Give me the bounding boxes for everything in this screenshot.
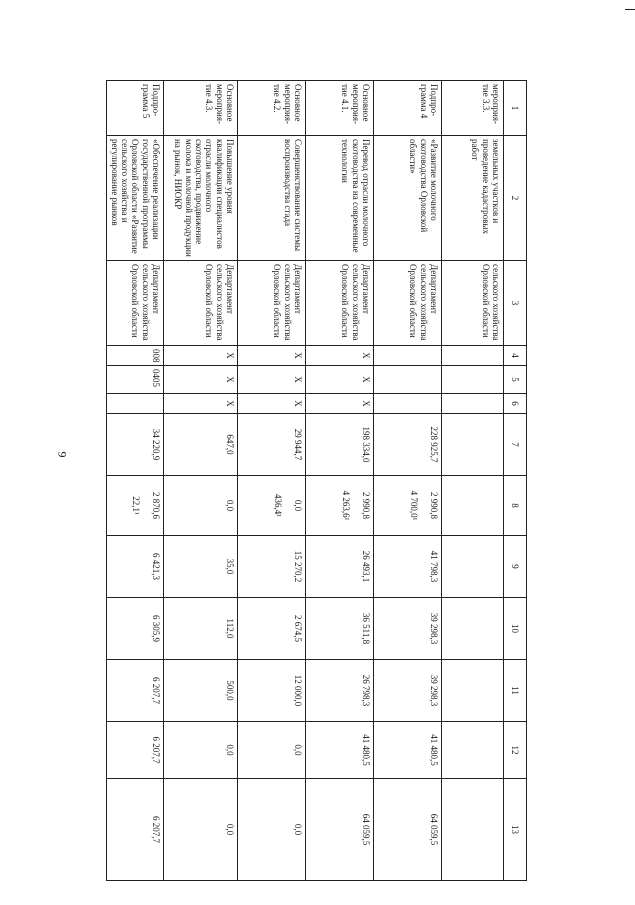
row-label-cell: мероприя-тие 3.3. xyxy=(442,81,504,136)
section-code-cell: Х xyxy=(306,366,374,394)
year-value-cell: 112,0 xyxy=(164,598,238,660)
year-value-cell: 15 270,2 xyxy=(238,536,306,598)
table-row xyxy=(107,81,164,881)
year-value: 2 990,8 xyxy=(361,492,371,519)
year-value-cell: 6 207,7 xyxy=(107,660,164,722)
row-name-cell: Совершенствование системы воспроизводства стада xyxy=(238,136,306,261)
row-label-cell: Подпро-грамма 5 xyxy=(107,81,164,136)
target-code-cell: Х xyxy=(306,394,374,414)
year-value-cell: 39 298,3 xyxy=(374,660,442,722)
year-value: 0,0 xyxy=(225,499,235,512)
section-code-cell: 0405 xyxy=(107,366,164,394)
target-code-cell xyxy=(107,394,164,414)
header-cell: 10 xyxy=(504,598,527,660)
section-code-cell: Х xyxy=(164,366,238,394)
table-row xyxy=(374,81,442,881)
header-cell: 11 xyxy=(504,660,527,722)
grbs-code-cell: 008 xyxy=(107,346,164,366)
grbs-code-cell: Х xyxy=(238,346,306,366)
rotated-table-content xyxy=(108,80,527,880)
table-row xyxy=(442,81,504,881)
year-value: 0,0 xyxy=(293,499,303,512)
year-value-cell: 500,0 xyxy=(164,660,238,722)
header-cell: 6 xyxy=(504,394,527,414)
total-cell: 198 334,0 xyxy=(306,414,374,476)
row-name-cell: «Обеспечение реализации государственной программы Орловской области «Развитие сельского хозяйства и регулирование рынков xyxy=(107,136,164,261)
year-value-cell: 64 059,5 xyxy=(306,779,374,881)
header-cell: 4 xyxy=(504,346,527,366)
year-value-cell: 0,0 xyxy=(164,722,238,779)
year-value-cell: 36 511,8 xyxy=(306,598,374,660)
header-cell: 5 xyxy=(504,366,527,394)
year-value: 2 990,8 xyxy=(429,492,439,519)
year-value-cell: 12 000,0 xyxy=(238,660,306,722)
row-label-cell: Подпро-грамма 4 xyxy=(374,81,442,136)
row-name-cell: Повышение уровня квалификации специалистов отрасли молочного скотоводства, продвижение молока и молочной продукции на рынок, НИОКР xyxy=(164,136,238,261)
year-value-cell xyxy=(442,779,504,881)
footnote-value: 436,4¹ xyxy=(272,494,283,517)
edge-mark xyxy=(625,9,635,10)
budget-table xyxy=(106,80,527,881)
year-value-cell: 41 480,5 xyxy=(374,722,442,779)
year-value-cell xyxy=(442,722,504,779)
year-value-cell: 2 674,5 xyxy=(238,598,306,660)
section-code-cell xyxy=(442,366,504,394)
year-value-cell: 6 421,3 xyxy=(107,536,164,598)
target-code-cell xyxy=(442,394,504,414)
year-value-cell xyxy=(306,476,374,536)
footnote-value: 4 263,6¹ xyxy=(340,490,351,521)
table-row xyxy=(306,81,374,881)
row-name-cell: «Развитие молочного скотоводства Орловской области» xyxy=(374,136,442,261)
section-code-cell xyxy=(374,366,442,394)
footnote-value: 4 700,0¹ xyxy=(408,490,419,521)
year-value-cell: 6 207,7 xyxy=(107,779,164,881)
total-cell: 34 220,9 xyxy=(107,414,164,476)
header-cell: 3 xyxy=(504,261,527,346)
row-executor-cell: Департамент сельского хозяйства Орловской области xyxy=(306,261,374,346)
year-value-cell: 0,0 xyxy=(238,779,306,881)
year-value-cell xyxy=(442,598,504,660)
row-executor-cell: Департамент сельского хозяйства Орловской области xyxy=(164,261,238,346)
row-executor-cell: Департамент сельского хозяйства Орловской области xyxy=(238,261,306,346)
header-cell: 7 xyxy=(504,414,527,476)
row-label-cell: Основное мероприя-тие 4.2. xyxy=(238,81,306,136)
header-cell: 12 xyxy=(504,722,527,779)
section-code-cell: Х xyxy=(238,366,306,394)
year-value-cell: 41 798,3 xyxy=(374,536,442,598)
year-value: 2 870,6 xyxy=(151,492,161,519)
year-value-cell xyxy=(374,476,442,536)
row-executor-cell: сельского хозяйства Орловской области xyxy=(442,261,504,346)
header-cell: 9 xyxy=(504,536,527,598)
table-row xyxy=(238,81,306,881)
year-value-cell xyxy=(107,476,164,536)
table-row xyxy=(164,81,238,881)
year-value-cell xyxy=(442,660,504,722)
year-value-cell: 41 480,5 xyxy=(306,722,374,779)
year-value-cell xyxy=(238,476,306,536)
target-code-cell: Х xyxy=(164,394,238,414)
row-label-cell: Основное мероприя-тие 4.3. xyxy=(164,81,238,136)
grbs-code-cell: Х xyxy=(306,346,374,366)
header-cell: 13 xyxy=(504,779,527,881)
row-name-cell: земельных участков и проведение кадастровых работ xyxy=(442,136,504,261)
year-value-cell: 6 305,9 xyxy=(107,598,164,660)
total-cell: 228 925,7 xyxy=(374,414,442,476)
grbs-code-cell xyxy=(374,346,442,366)
total-cell: 29 944,7 xyxy=(238,414,306,476)
page-number: 9 xyxy=(55,451,70,458)
year-value-cell xyxy=(164,476,238,536)
header-cell: 8 xyxy=(504,476,527,536)
total-cell: 647,0 xyxy=(164,414,238,476)
year-value-cell: 0,0 xyxy=(164,779,238,881)
year-value-cell: 26 798,3 xyxy=(306,660,374,722)
header-cell: 1 xyxy=(504,81,527,136)
year-value-cell: 35,0 xyxy=(164,536,238,598)
total-cell xyxy=(442,414,504,476)
year-value-cell: 6 207,7 xyxy=(107,722,164,779)
year-value-cell xyxy=(442,476,504,536)
header-cell: 2 xyxy=(504,136,527,261)
year-value-cell xyxy=(442,536,504,598)
row-executor-cell: Департамент сельского хозяйства Орловской области xyxy=(107,261,164,346)
footnote-value: 22,1¹ xyxy=(130,496,141,515)
header-row xyxy=(504,81,527,881)
row-label-cell: Основное мероприя-тие 4.1. xyxy=(306,81,374,136)
row-name-cell: Перевод отрасли молочного скотоводства на современные технологии xyxy=(306,136,374,261)
rotated-table-wrapper xyxy=(108,80,527,880)
year-value-cell: 26 493,1 xyxy=(306,536,374,598)
target-code-cell xyxy=(374,394,442,414)
grbs-code-cell xyxy=(442,346,504,366)
year-value-cell: 0,0 xyxy=(238,722,306,779)
year-value-cell: 64 059,5 xyxy=(374,779,442,881)
year-value-cell: 39 298,3 xyxy=(374,598,442,660)
target-code-cell: Х xyxy=(238,394,306,414)
grbs-code-cell: Х xyxy=(164,346,238,366)
row-executor-cell: Департамент сельского хозяйства Орловской области xyxy=(374,261,442,346)
